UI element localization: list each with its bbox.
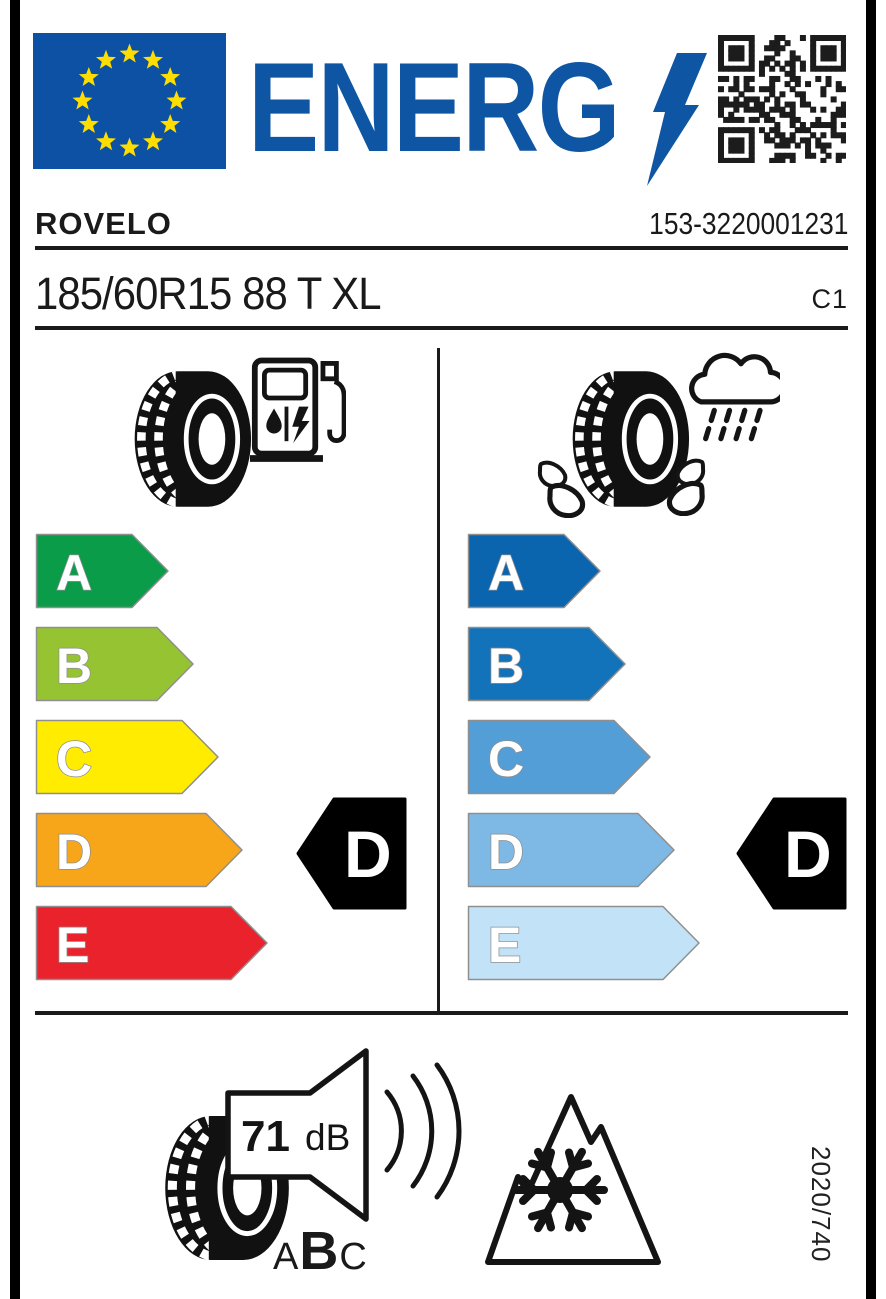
qr-code-icon	[718, 35, 846, 163]
splash-icon	[662, 480, 706, 516]
noise-unit: dB	[305, 1117, 351, 1158]
divider-bottom	[35, 1011, 848, 1015]
tire-icon	[128, 366, 252, 512]
column-divider	[437, 348, 440, 1011]
class-letter: D	[56, 824, 93, 880]
label-frame-left	[10, 0, 20, 1299]
rain-cloud-icon	[680, 349, 780, 469]
fuel-class-arrow-C	[35, 719, 221, 795]
fuel-class-arrow-D	[35, 812, 245, 888]
fuel-class-arrow-B	[35, 626, 196, 702]
noise-class-C: C	[339, 1236, 368, 1278]
sound-waves-icon	[387, 1065, 459, 1197]
class-letter: D	[488, 824, 525, 880]
fuel-rating-arrow	[296, 797, 408, 910]
wet-class-arrow-B	[467, 626, 628, 702]
class-letter: E	[56, 917, 90, 973]
noise-class-A: A	[273, 1236, 300, 1278]
tire-size: 185/60R15 88 T XL	[35, 268, 381, 319]
class-letter: C	[488, 731, 525, 787]
class-letter: B	[488, 638, 525, 694]
fuel-rating-letter: D	[344, 817, 392, 891]
divider-brand	[35, 246, 848, 250]
noise-value: 71	[241, 1112, 290, 1161]
fuel-pump-icon	[250, 347, 346, 472]
wet-rating-letter: D	[784, 817, 832, 891]
splash-icon	[546, 482, 590, 518]
divider-size	[35, 326, 848, 330]
wet-class-arrow-A	[467, 533, 603, 609]
wet-class-arrow-E	[467, 905, 702, 981]
wet-class-arrow-C	[467, 719, 653, 795]
noise-class-letters	[273, 1220, 368, 1282]
wet-rating-arrow	[736, 797, 848, 910]
tire-class: C1	[811, 284, 848, 314]
class-letter: C	[56, 731, 93, 787]
snow-mountain-icon	[478, 1085, 673, 1270]
class-letter: A	[56, 545, 93, 601]
product-code: 153-3220001231	[648, 206, 848, 241]
regulation-number: 2020/740	[806, 1146, 836, 1263]
noise-class-B: B	[299, 1221, 340, 1281]
class-letter: B	[56, 638, 93, 694]
brand-name: ROVELO	[35, 206, 172, 241]
speaker-icon	[220, 1040, 470, 1225]
lightning-bolt-icon	[641, 53, 707, 186]
label-frame-right	[866, 0, 876, 1299]
class-letter: A	[488, 545, 525, 601]
fuel-class-arrow-E	[35, 905, 270, 981]
fuel-class-arrow-A	[35, 533, 171, 609]
class-letter: E	[488, 917, 522, 973]
eu-flag-icon	[33, 33, 226, 169]
energy-logo-text: ENERG	[248, 36, 619, 178]
wet-class-arrow-D	[467, 812, 677, 888]
